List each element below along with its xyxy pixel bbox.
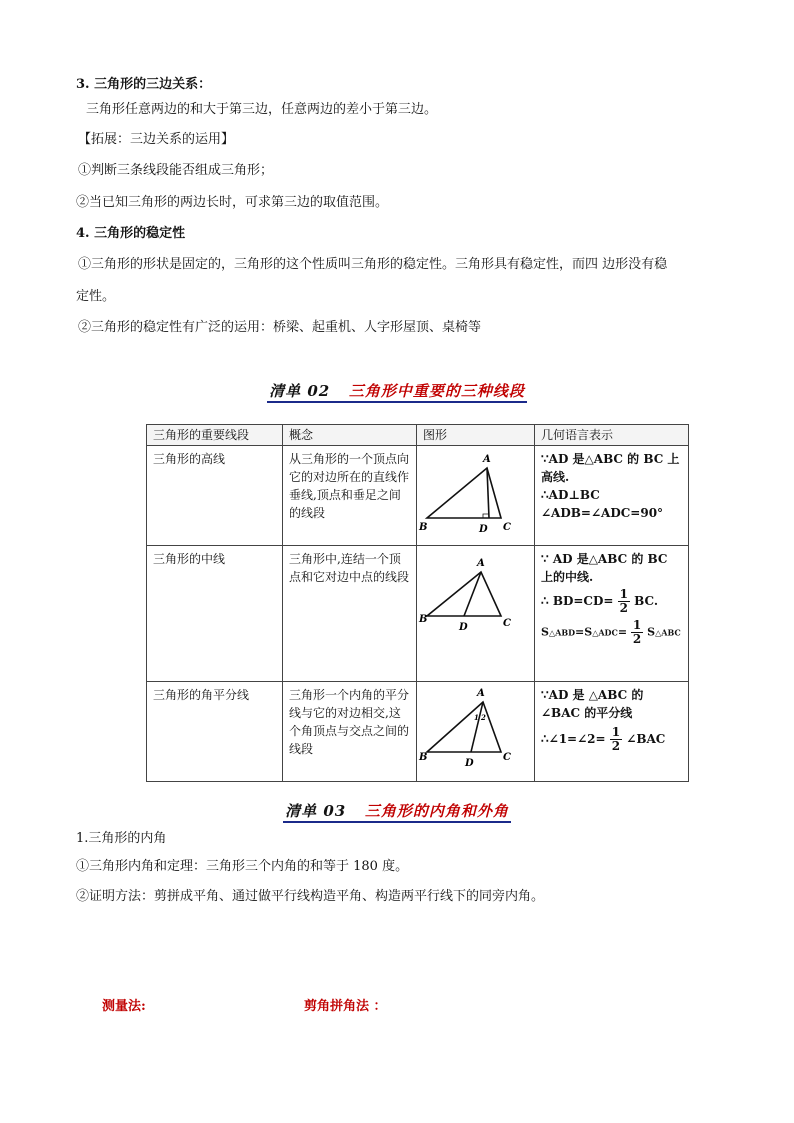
segments-table — [146, 424, 689, 782]
median-figure — [417, 546, 535, 682]
list02-label: 清单 02 — [269, 382, 331, 400]
geo-text: BC. — [634, 594, 659, 608]
section4-heading: 4. 三角形的稳定性 — [76, 226, 186, 241]
point-d-label: D — [465, 758, 474, 769]
vertex-c-label: C — [503, 618, 511, 629]
geo-line — [541, 726, 682, 753]
table-header: 三角形的重要线段 — [147, 425, 283, 446]
row-name: 三角形的高线 — [147, 446, 283, 546]
section3-body: 三角形任意两边的和大于第三边，任意两边的差小于第三边。 — [86, 102, 438, 117]
vertex-b-label: B — [419, 522, 428, 533]
fraction-numerator: 1 — [619, 587, 628, 601]
area-subscript: △ABC — [655, 627, 681, 638]
fraction-numerator: 1 — [632, 618, 642, 632]
fraction-numerator: 1 — [611, 725, 621, 739]
row-geo-language — [535, 546, 689, 682]
row-concept: 三角形一个内角的平分线与它的对边相交,这个角顶点与交点之间的线段 — [283, 682, 417, 782]
half-fraction — [610, 726, 622, 753]
geo-text: =S — [575, 625, 593, 639]
vertex-a-label: A — [477, 558, 485, 569]
fraction-denominator: 2 — [619, 601, 628, 615]
vertex-c-label: C — [503, 522, 511, 533]
half-fraction — [631, 619, 643, 646]
altitude-figure — [417, 446, 535, 546]
geo-line: ∵AD 是 △ABC 的∠BAC 的平分线 — [541, 688, 644, 720]
cut-and-join-method-label: 剪角拼角法 ： — [304, 999, 387, 1014]
geo-line — [541, 588, 682, 615]
angle-1-label: 1 — [474, 713, 479, 722]
extension-title: 【拓展：三边关系的运用】 — [78, 132, 235, 147]
list02-title — [0, 380, 794, 401]
row-name: 三角形的中线 — [147, 546, 283, 682]
table-header: 图形 — [417, 425, 535, 446]
table-header: 概念 — [283, 425, 417, 446]
extension-item-1: ①判断三条线段能否组成三角形； — [78, 163, 274, 178]
row-concept: 从三角形的一个顶点向它的对边所在的直线作垂线,顶点和垂足之间的线段 — [283, 446, 417, 546]
angle-2-label: 2 — [481, 713, 486, 722]
row-concept: 三角形中,连结一个顶点和它对边中点的线段 — [283, 546, 417, 682]
geo-text: ∴ BD=CD= — [541, 594, 614, 608]
vertex-a-label: A — [477, 688, 485, 699]
list03-title — [0, 800, 794, 821]
list02-text: 三角形中重要的三种线段 — [348, 382, 525, 400]
geo-line — [541, 619, 682, 646]
area-subscript: △ADC — [592, 627, 618, 638]
geo-line: ∵AD 是△ABC 的 BC 上高线. — [541, 452, 680, 484]
vertex-a-label: A — [483, 454, 491, 465]
table-header-row — [147, 425, 689, 446]
interior-angle-item-2: ②证明方法：剪拼成平角、通过做平行线构造平角、构造两平行线下的同旁内角。 — [76, 889, 545, 904]
geo-text: ∴∠1=∠2= — [541, 732, 606, 746]
vertex-b-label: B — [419, 614, 428, 625]
fraction-denominator: 2 — [632, 632, 642, 646]
geo-line: ∠ADB=∠ADC=90° — [541, 506, 664, 520]
vertex-c-label: C — [503, 752, 511, 763]
foot-d-label: D — [479, 524, 488, 535]
geo-line: ∴AD⊥BC — [541, 488, 600, 502]
area-subscript: △ABD — [548, 627, 576, 638]
geo-text: S — [647, 625, 656, 639]
table-row — [147, 682, 689, 782]
interior-angle-item-1: ①三角形内角和定理：三角形三个内角的和等于 180 度。 — [76, 859, 409, 874]
half-fraction — [618, 588, 630, 615]
geo-text: = — [617, 625, 628, 639]
list03-label: 清单 03 — [285, 802, 347, 820]
section3-heading: 3. 三角形的三边关系： — [76, 77, 212, 92]
section4-item-1b: 定性。 — [76, 289, 116, 304]
extension-item-2: ②当已知三角形的两边长时，可求第三边的取值范围。 — [76, 195, 389, 210]
list03-text: 三角形的内角和外角 — [364, 802, 509, 820]
table-row — [147, 546, 689, 682]
row-name: 三角形的角平分线 — [147, 682, 283, 782]
geo-text: ∠BAC — [626, 732, 666, 746]
geo-text: S — [541, 625, 549, 639]
vertex-b-label: B — [419, 752, 428, 763]
section4-item-1a: ①三角形的形状是固定的，三角形的这个性质叫三角形的稳定性。三角形具有稳定性，而四 边形没有稳 — [78, 257, 668, 272]
row-geo-language — [535, 446, 689, 546]
table-row — [147, 446, 689, 546]
bisector-figure — [417, 682, 535, 782]
measurement-method-label: 测量法: — [102, 999, 146, 1014]
interior-angle-heading: 1.三角形的内角 — [76, 831, 167, 846]
geo-line: ∵ AD 是△ABC 的 BC 上的中线. — [541, 552, 668, 584]
midpoint-d-label: D — [459, 622, 468, 633]
table-header: 几何语言表示 — [535, 425, 689, 446]
fraction-denominator: 2 — [611, 739, 621, 753]
section4-item-2: ②三角形的稳定性有广泛的运用：桥梁、起重机、人字形屋顶、桌椅等 — [78, 320, 482, 335]
row-geo-language — [535, 682, 689, 782]
